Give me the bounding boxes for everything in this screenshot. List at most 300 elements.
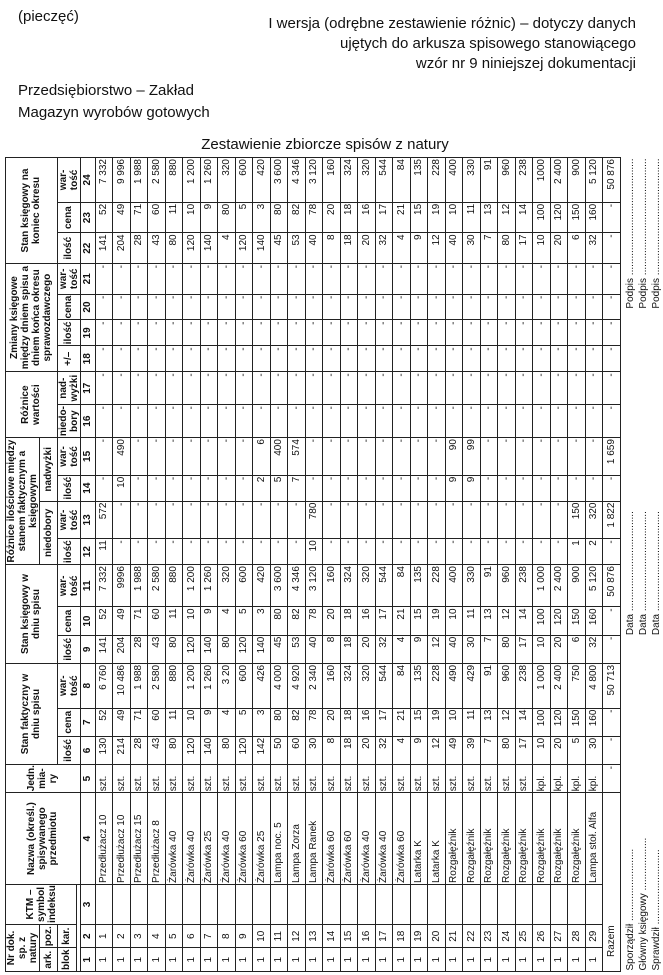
table-cell: -: [288, 372, 306, 405]
table-cell: Lampa noc. 5: [270, 793, 288, 885]
table-cell: 45: [270, 635, 288, 663]
table-cell: 80: [270, 708, 288, 736]
table-cell: 4: [218, 607, 236, 635]
table-cell: -: [165, 501, 183, 539]
table-cell: 13: [305, 924, 323, 948]
table-cell: 9 996: [113, 158, 131, 203]
table-cell: -: [323, 320, 341, 346]
table-cell: -: [165, 475, 183, 501]
table-cell: 1 000: [533, 663, 551, 708]
table-cell: -: [305, 294, 323, 320]
table-cell: [358, 884, 376, 924]
column-numbers-row: [80, 158, 95, 972]
table-cell: szt.: [288, 765, 306, 793]
table-cell: -: [183, 372, 201, 405]
table-cell: -: [410, 501, 428, 539]
total-row: [603, 158, 621, 972]
table-cell: 9: [200, 708, 218, 736]
table-cell: 5: [568, 736, 586, 764]
table-cell: 100: [533, 708, 551, 736]
signature-line: Główny księgowy ...................: [637, 837, 649, 971]
table-cell: 160: [323, 565, 341, 607]
table-cell: -: [200, 372, 218, 405]
table-cell: -: [358, 501, 376, 539]
table-cell: -: [270, 264, 288, 295]
table-cell: [148, 884, 166, 924]
table-cell: 20: [358, 736, 376, 764]
table-cell: -: [585, 475, 603, 501]
table-cell: 320: [218, 565, 236, 607]
table-cell: -: [218, 539, 236, 565]
table-cell: 71: [130, 202, 148, 233]
column-number: 13: [80, 501, 95, 539]
table-cell: -: [270, 346, 288, 372]
column-number: 11: [80, 565, 95, 607]
table-cell: 2 400: [550, 663, 568, 708]
table-cell: -: [235, 264, 253, 295]
table-cell: 13: [480, 708, 498, 736]
table-cell: 21: [445, 924, 463, 948]
table-cell: [253, 884, 271, 924]
total-cell: -: [603, 708, 621, 736]
table-cell: szt.: [148, 765, 166, 793]
table-cell: -: [183, 405, 201, 438]
table-cell: -: [200, 438, 218, 476]
table-cell: -: [533, 539, 551, 565]
table-cell: -: [463, 320, 481, 346]
table-cell: -: [95, 405, 113, 438]
table-cell: 11: [165, 607, 183, 635]
column-number: 2: [80, 924, 95, 948]
table-cell: 100: [533, 607, 551, 635]
table-cell: -: [410, 539, 428, 565]
table-cell: -: [410, 346, 428, 372]
table-cell: 1 260: [200, 158, 218, 203]
total-cell: -: [603, 202, 621, 233]
table-cell: 135: [410, 663, 428, 708]
table-cell: 13: [480, 202, 498, 233]
table-cell: -: [323, 501, 341, 539]
table-cell: 15: [410, 202, 428, 233]
table-cell: [375, 884, 393, 924]
table-cell: 78: [305, 202, 323, 233]
table-cell: -: [393, 501, 411, 539]
table-cell: -: [445, 294, 463, 320]
table-cell: 8: [323, 736, 341, 764]
table-cell: Żarówka 40: [218, 793, 236, 885]
table-cell: -: [533, 405, 551, 438]
table-cell: 4 346: [288, 565, 306, 607]
table-cell: 14: [515, 708, 533, 736]
table-cell: 160: [585, 607, 603, 635]
table-cell: -: [375, 438, 393, 476]
table-cell: 9: [200, 607, 218, 635]
table-cell: -: [288, 294, 306, 320]
table-cell: [165, 884, 183, 924]
stamp-label: (pieczęć): [18, 8, 79, 25]
table-cell: 160: [323, 663, 341, 708]
table-cell: 1: [95, 924, 113, 948]
table-cell: 880: [165, 158, 183, 203]
table-cell: -: [113, 372, 131, 405]
warehouse-label: Magazyn wyrobów gotowych: [18, 104, 210, 121]
table-cell: 420: [253, 158, 271, 203]
table-cell: 52: [95, 708, 113, 736]
table-cell: -: [253, 405, 271, 438]
header-ilosc: ilość: [57, 736, 80, 764]
table-cell: 9: [445, 475, 463, 501]
total-cell: -: [603, 320, 621, 346]
table-cell: Rozgałęźnik: [515, 793, 533, 885]
table-cell: 52: [95, 202, 113, 233]
table-cell: -: [130, 539, 148, 565]
table-cell: 99: [463, 438, 481, 476]
table-cell: 80: [218, 736, 236, 764]
table-cell: Latarka K: [428, 793, 446, 885]
table-cell: 1 260: [200, 663, 218, 708]
table-cell: 18: [340, 202, 358, 233]
table-cell: -: [218, 405, 236, 438]
table-cell: 28: [130, 635, 148, 663]
table-cell: -: [498, 438, 516, 476]
table-cell: 330: [463, 158, 481, 203]
table-cell: 10: [253, 924, 271, 948]
table-cell: -: [270, 320, 288, 346]
table-cell: -: [183, 294, 201, 320]
table-cell: 80: [218, 202, 236, 233]
table-cell: 17: [515, 635, 533, 663]
table-cell: -: [375, 475, 393, 501]
total-cell: -: [603, 635, 621, 663]
table-cell: 49: [113, 607, 131, 635]
sign-line: Podpis ..........................................: [637, 158, 649, 309]
table-cell: 91: [480, 565, 498, 607]
table-row: [270, 158, 288, 972]
header-wartosc: war- tość: [57, 264, 80, 295]
table-cell: 150: [568, 501, 586, 539]
table-cell: szt.: [218, 765, 236, 793]
column-number: 21: [80, 264, 95, 295]
table-row: [585, 158, 603, 972]
table-cell: 17: [375, 708, 393, 736]
version-line: wzór nr 9 niniejszej dokumentacji: [415, 55, 636, 72]
table-cell: 40: [305, 233, 323, 264]
column-number: 16: [80, 405, 95, 438]
table-cell: 11: [463, 708, 481, 736]
table-cell: 324: [340, 158, 358, 203]
table-cell: 6: [253, 438, 271, 476]
total-cell: -: [603, 539, 621, 565]
table-cell: -: [148, 405, 166, 438]
table-cell: -: [498, 294, 516, 320]
table-cell: -: [270, 372, 288, 405]
table-cell: 8: [323, 233, 341, 264]
table-cell: -: [428, 264, 446, 295]
table-cell: 17: [515, 233, 533, 264]
table-cell: 71: [130, 607, 148, 635]
table-cell: 13: [480, 607, 498, 635]
table-cell: 5 120: [585, 158, 603, 203]
table-cell: 43: [148, 736, 166, 764]
table-cell: 1: [218, 948, 236, 972]
table-cell: -: [148, 539, 166, 565]
table-cell: [323, 884, 341, 924]
table-cell: 3 120: [305, 158, 323, 203]
table-cell: -: [253, 294, 271, 320]
table-cell: 40: [445, 233, 463, 264]
table-cell: -: [200, 405, 218, 438]
table-cell: 18: [340, 233, 358, 264]
header-jedn: Jedn. mia- ry: [6, 765, 81, 793]
table-cell: 204: [113, 233, 131, 264]
table-cell: 19: [410, 924, 428, 948]
table-cell: Rozgałęźnik: [445, 793, 463, 885]
table-cell: 228: [428, 158, 446, 203]
table-cell: 28: [568, 924, 586, 948]
table-cell: 120: [183, 233, 201, 264]
table-cell: 20: [358, 233, 376, 264]
table-cell: -: [200, 320, 218, 346]
table-cell: -: [148, 372, 166, 405]
table-cell: 574: [288, 438, 306, 476]
table-cell: -: [410, 264, 428, 295]
table-cell: Lampa Zorza: [288, 793, 306, 885]
table-cell: szt.: [165, 765, 183, 793]
table-cell: 330: [463, 565, 481, 607]
table-cell: -: [358, 264, 376, 295]
table-cell: 20: [358, 635, 376, 663]
column-number: 10: [80, 607, 95, 635]
table-cell: 141: [95, 233, 113, 264]
table-cell: -: [568, 346, 586, 372]
table-cell: -: [498, 264, 516, 295]
table-cell: 150: [568, 202, 586, 233]
table-cell: 4: [393, 736, 411, 764]
table-cell: 4: [393, 233, 411, 264]
table-cell: -: [480, 475, 498, 501]
table-cell: -: [533, 372, 551, 405]
table-cell: szt.: [95, 765, 113, 793]
header-blok: blok: [57, 948, 77, 972]
header-wartosc: war- tość: [57, 501, 80, 539]
table-cell: szt.: [130, 765, 148, 793]
header-roznice-ilosciowe: Różnice ilościowe między stanem faktycznym a księgowym: [6, 438, 40, 565]
table-cell: 4 000: [270, 663, 288, 708]
table-cell: szt.: [113, 765, 131, 793]
table-cell: -: [568, 294, 586, 320]
page-title: Zestawienie zbiorcze spisów z natury: [201, 136, 449, 153]
column-number: 14: [80, 475, 95, 501]
table-cell: -: [428, 346, 446, 372]
table-cell: -: [148, 264, 166, 295]
table-cell: -: [533, 475, 551, 501]
table-cell: -: [288, 320, 306, 346]
header-ilosc: ilość: [57, 475, 80, 501]
table-cell: 16: [358, 708, 376, 736]
table-cell: 1 200: [183, 565, 201, 607]
column-number: 24: [80, 158, 95, 203]
table-cell: 19: [428, 607, 446, 635]
table-cell: szt.: [253, 765, 271, 793]
company-label: Przedsiębiorstwo – Zakład: [18, 82, 194, 99]
table-cell: 120: [235, 635, 253, 663]
table-cell: -: [130, 438, 148, 476]
table-cell: 2 580: [148, 158, 166, 203]
table-row: [358, 158, 376, 972]
header-nadwyzki-wart: nad- wyżki: [57, 372, 80, 405]
table-cell: szt.: [410, 765, 428, 793]
table-cell: 32: [585, 635, 603, 663]
table-cell: -: [235, 501, 253, 539]
total-cell: -: [603, 607, 621, 635]
table-row: [235, 158, 253, 972]
total-cell: -: [603, 233, 621, 264]
table-cell: 238: [515, 158, 533, 203]
header-niedobory: niedobory: [40, 501, 58, 565]
table-cell: Żarówka 60: [393, 793, 411, 885]
table-cell: Żarówka 60: [235, 793, 253, 885]
table-cell: 4: [218, 708, 236, 736]
table-cell: 5: [270, 475, 288, 501]
table-cell: -: [568, 475, 586, 501]
table-cell: 10 486: [113, 663, 131, 708]
table-cell: -: [585, 264, 603, 295]
table-row: [550, 158, 568, 972]
table-cell: 1: [113, 948, 131, 972]
table-cell: 21: [393, 607, 411, 635]
table-cell: szt.: [428, 765, 446, 793]
table-cell: 12: [498, 607, 516, 635]
table-cell: 28: [130, 233, 148, 264]
table-cell: -: [428, 438, 446, 476]
table-cell: 544: [375, 158, 393, 203]
table-cell: 1: [130, 948, 148, 972]
table-cell: 80: [165, 736, 183, 764]
table-cell: 140: [200, 635, 218, 663]
table-cell: -: [515, 320, 533, 346]
table-cell: -: [235, 294, 253, 320]
table-cell: 490: [113, 438, 131, 476]
column-number: 19: [80, 320, 95, 346]
table-cell: 160: [585, 708, 603, 736]
table-row: [393, 158, 411, 972]
table-cell: -: [445, 372, 463, 405]
table-cell: 1 988: [130, 158, 148, 203]
header-wartosc: war- tość: [57, 565, 80, 607]
table-cell: -: [305, 405, 323, 438]
table-cell: 1: [533, 948, 551, 972]
table-cell: 1: [358, 948, 376, 972]
table-cell: -: [480, 320, 498, 346]
table-cell: szt.: [498, 765, 516, 793]
table-cell: -: [218, 264, 236, 295]
table-cell: 5: [235, 607, 253, 635]
table-cell: Żarówka 40: [165, 793, 183, 885]
table-cell: 2: [253, 475, 271, 501]
table-cell: -: [410, 320, 428, 346]
table-cell: -: [130, 372, 148, 405]
table-cell: 1: [568, 539, 586, 565]
table-cell: 18: [340, 736, 358, 764]
header-wartosc: war- tość: [57, 663, 80, 708]
header-ilosc: ilość: [57, 539, 80, 565]
table-cell: -: [113, 346, 131, 372]
table-cell: 1: [288, 948, 306, 972]
column-number: 20: [80, 294, 95, 320]
table-cell: 10: [533, 736, 551, 764]
table-cell: [515, 884, 533, 924]
table-cell: 1000: [533, 158, 551, 203]
table-cell: 1: [428, 948, 446, 972]
table-cell: 100: [533, 202, 551, 233]
table-cell: -: [410, 294, 428, 320]
table-cell: 40: [305, 635, 323, 663]
table-cell: 17: [375, 924, 393, 948]
table-cell: -: [393, 372, 411, 405]
total-cell: -: [603, 405, 621, 438]
table-cell: Żarówka 40: [358, 793, 376, 885]
header-plus-minus: +/–: [57, 346, 80, 372]
table-cell: -: [288, 346, 306, 372]
table-cell: 29: [585, 924, 603, 948]
table-cell: -: [165, 438, 183, 476]
table-cell: 49: [113, 202, 131, 233]
table-cell: 18: [340, 708, 358, 736]
table-cell: 3 600: [270, 565, 288, 607]
table-cell: Lampa stoł. Alfa: [585, 793, 603, 885]
table-cell: 3 20: [218, 663, 236, 708]
header-stan-faktyczny: Stan faktyczny w dniu spisu: [6, 663, 58, 764]
table-cell: -: [585, 405, 603, 438]
table-cell: -: [323, 372, 341, 405]
table-cell: 53: [288, 635, 306, 663]
table-cell: -: [445, 405, 463, 438]
table-cell: -: [323, 346, 341, 372]
table-cell: 750: [568, 663, 586, 708]
table-cell: 1: [235, 948, 253, 972]
header-poz: poz.: [40, 924, 58, 948]
table-cell: 10: [445, 202, 463, 233]
table-cell: -: [550, 438, 568, 476]
table-cell: 15: [340, 924, 358, 948]
table-cell: 320: [585, 501, 603, 539]
table-cell: 12: [428, 736, 446, 764]
table-cell: -: [358, 438, 376, 476]
total-cell: -: [603, 294, 621, 320]
table-cell: szt.: [235, 765, 253, 793]
table-cell: -: [218, 346, 236, 372]
table-cell: Żarówka 60: [323, 793, 341, 885]
table-cell: 1: [550, 948, 568, 972]
table-cell: -: [393, 264, 411, 295]
table-cell: -: [533, 501, 551, 539]
table-cell: szt.: [515, 765, 533, 793]
table-cell: 32: [375, 233, 393, 264]
table-cell: 26: [533, 924, 551, 948]
table-cell: -: [428, 320, 446, 346]
table-cell: -: [323, 294, 341, 320]
table-cell: 1: [568, 948, 586, 972]
table-cell: -: [95, 438, 113, 476]
table-row: [218, 158, 236, 972]
table-cell: -: [235, 539, 253, 565]
table-cell: Rozgałęźnik: [568, 793, 586, 885]
table-cell: 960: [498, 565, 516, 607]
table-cell: -: [305, 264, 323, 295]
table-cell: 78: [305, 607, 323, 635]
total-cell: -: [603, 765, 621, 793]
table-cell: -: [393, 320, 411, 346]
